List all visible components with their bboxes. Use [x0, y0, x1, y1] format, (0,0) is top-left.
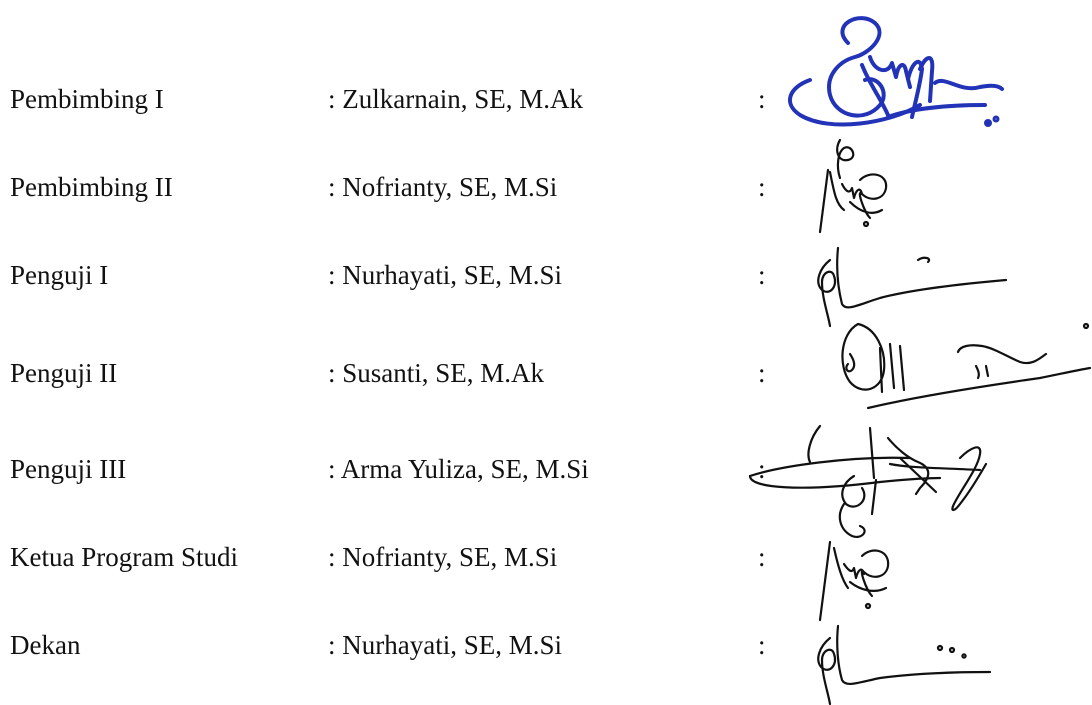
signature-zulkarnain — [770, 5, 1010, 145]
role-label: Pembimbing II — [10, 172, 173, 202]
signer-name: : Nurhayati, SE, M.Si — [328, 260, 562, 290]
signature-nofrianty — [800, 132, 910, 242]
colon: : — [758, 358, 766, 388]
signature-nurhayati-2 — [800, 618, 1000, 705]
role-label: Penguji I — [10, 260, 109, 290]
signer-name: : Nurhayati, SE, M.Si — [328, 630, 562, 660]
colon: : — [758, 542, 766, 572]
colon: : — [758, 260, 766, 290]
colon: : — [758, 84, 766, 114]
signer-name: : Nofrianty, SE, M.Si — [328, 542, 558, 572]
role-label: Dekan — [10, 630, 81, 660]
signature-nofrianty-2 — [800, 470, 910, 630]
signature-row-ketua-program-studi — [0, 540, 1092, 600]
role-label: Penguji III — [10, 454, 127, 484]
signer-name: : Arma Yuliza, SE, M.Si — [328, 454, 589, 484]
signer-name: : Susanti, SE, M.Ak — [328, 358, 545, 388]
colon: : — [758, 172, 766, 202]
role-label: Ketua Program Studi — [10, 542, 238, 572]
colon: : — [758, 454, 766, 484]
signer-name: : Nofrianty, SE, M.Si — [328, 172, 558, 202]
colon: : — [758, 630, 766, 660]
role-label: Penguji II — [10, 358, 118, 388]
role-label: Pembimbing I — [10, 84, 164, 114]
signature-row-pembimbing-2 — [0, 170, 1092, 230]
signer-name: : Zulkarnain, SE, M.Ak — [328, 84, 583, 114]
